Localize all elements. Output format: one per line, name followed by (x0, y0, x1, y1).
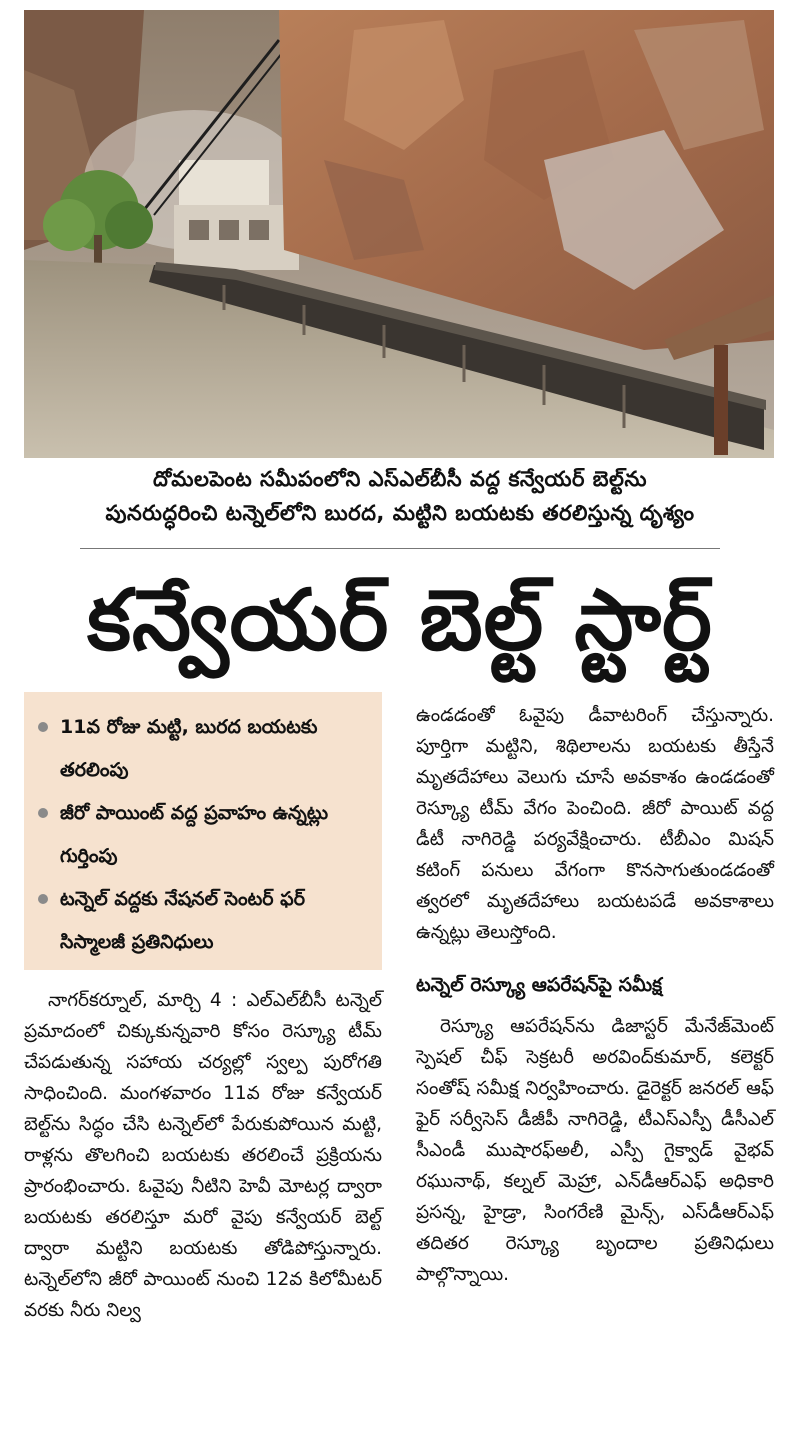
article-column-right (416, 700, 774, 1290)
highlights-box (24, 692, 382, 970)
section-subheading: టన్నెల్ రెస్క్యూ ఆపరేషన్‌పై సమీక్ష (416, 974, 663, 996)
bullet-icon (38, 722, 48, 732)
highlight-text: జీరో పాయింట్ వద్ద ప్రవాహం ఉన్నట్లు గుర్తింపు (60, 802, 329, 867)
news-photo (24, 10, 774, 458)
highlight-text: టన్నెల్ వద్దకు నేషనల్ సెంటర్ ఫర్ సిస్మాలజీ ప్రతినిధులు (60, 888, 305, 953)
bullet-icon (38, 894, 48, 904)
article-column-left (24, 985, 382, 1326)
highlight-text: 11వ రోజు మట్టి, బురద బయటకు తరలింపు (60, 716, 318, 781)
conveyor-belt-photo-illustration (24, 10, 774, 458)
caption-line-1: దోమలపెంట సమీపంలోని ఎస్‌ఎల్‌బీసీ వద్ద కన్వేయర్ బెల్ట్‌ను (153, 467, 647, 491)
caption-divider (80, 548, 720, 549)
highlight-item (38, 878, 372, 964)
headline: కన్వేయర్ బెల్ట్ స్టార్ట్ (87, 571, 713, 669)
highlight-item (38, 706, 372, 792)
caption-line-2: పునరుద్ధరించి టన్నెల్‌లోని బురద, మట్టిని బయటకు తరలిస్తున్న దృశ్యం (105, 501, 695, 525)
article-paragraph: ఉండడంతో ఓవైపు డీవాటరింగ్ చేస్తున్నారు. పూర్తిగా మట్టిని, శిథిలాలను బయటకు తీస్తేనే మృతదేహాలు వెలుగు చూసే అవకాశం ఉండడంతో రెస్క్యూ టీమ్ వేగం పెంచింది. జీరో పాయిట్ వద్ద డీటీ నాగిరెడ్డి పర్యవేక్షించారు. టీబీఎం మిషన్ కటింగ్ పనులు వేగంగా కొనసాగుతుండడంతో త్వరలో మృతదేహాలు బయటపడే అవకాశాలు ఉన్నట్లు తెలుస్తోంది. (416, 705, 774, 943)
photo-caption (30, 462, 770, 530)
bullet-icon (38, 808, 48, 818)
highlight-item (38, 792, 372, 878)
article-paragraph: నాగర్‌కర్నూల్, మార్చి 4 : ఎల్‌ఎల్‌బీసీ టన్నెల్ ప్రమాదంలో చిక్కుకున్నవారి కోసం రెస్క్యూ టీమ్ చేపడుతున్న సహాయ చర్యల్లో స్వల్ప పురోగతి సాధించింది. మంగళవారం 11వ రోజు కన్వేయర్ బెల్ట్‌ను సిద్ధం చేసి టన్నెల్‌లో పేరుకుపోయిన మట్టి, రాళ్లను తొలగించి బయటకు తరలించే ప్రక్రియను ప్రారంభించారు. ఓవైపు నీటిని హెవీ మోటర్ల ద్వారా బయటకు తరలిస్తూ మరో వైపు కన్వేయర్ బెల్ట్ ద్వారా మట్టిని బయటకు తోడిపోస్తున్నారు. టన్నెల్‌లోని జీరో పాయింట్ నుంచి 12వ కిలోమీటర్ వరకు నీరు నిల్వ (24, 990, 382, 1321)
article-paragraph: రెస్క్యూ ఆపరేషన్‌ను డిజాస్టర్ మేనేజ్‌మెంట్ స్పెషల్ చీఫ్ సెక్రటరీ అరవింద్‌కుమార్, కలెక్టర్ సంతోష్ సమీక్ష నిర్వహించారు. డైరెక్టర్ జనరల్ ఆఫ్ ఫైర్ సర్వీసెస్ డీజీపీ నాగిరెడ్డి, టీఎస్‌ఎస్పీ డీసీఎల్ సీఎండీ ముషారఫ్‌అలీ, ఎస్పీ గైక్వాడ్ వైభవ్ రఘునాథ్, కల్నల్ మెహ్రా, ఎన్‌డీఆర్‌ఎఫ్ అధికారి ప్రసన్న, హైడ్రా, సింగరేణి మైన్స్, ఎస్‌డీఆర్‌ఎఫ్ తదితర రెస్క్యూ బృందాల ప్రతినిధులు పాల్గొన్నాయి. (416, 1016, 774, 1285)
